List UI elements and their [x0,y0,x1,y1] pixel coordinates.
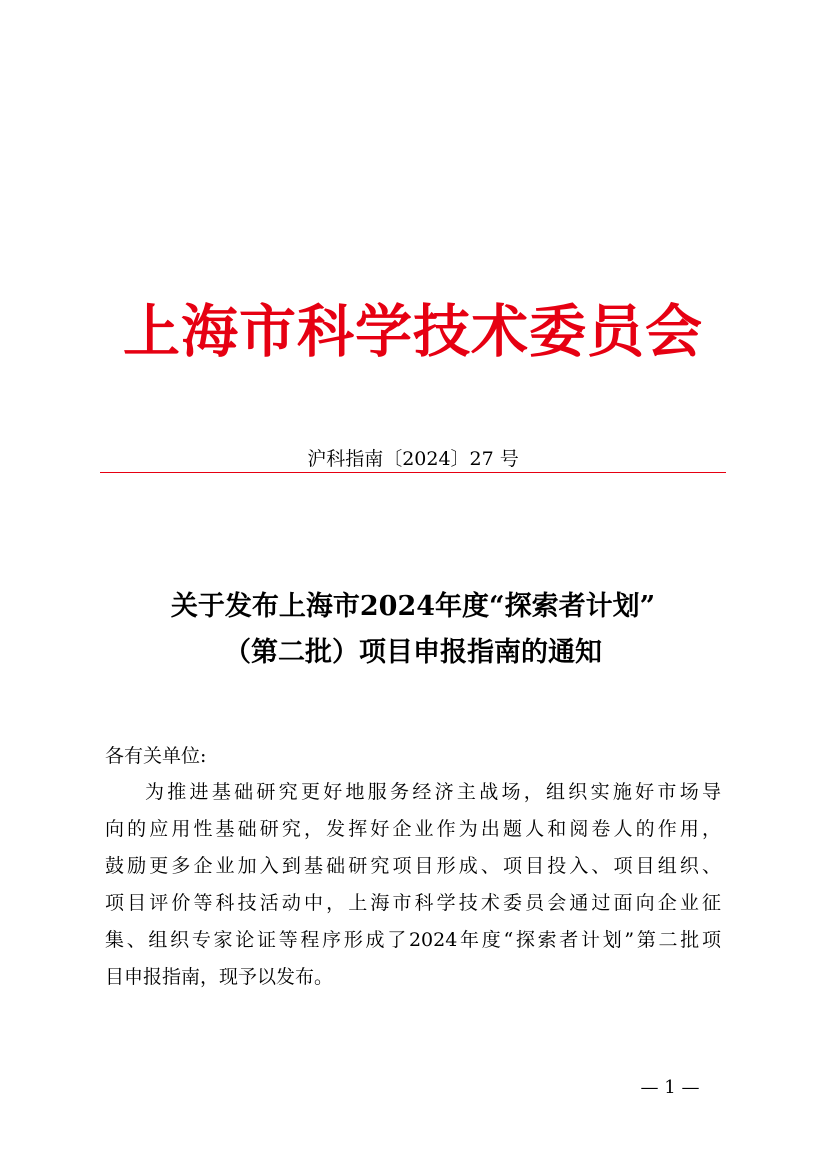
paragraph-line: 为推进基础研究更好地服务经济主战场，组织实施好市场导 [145,781,721,803]
paragraph-line: 鼓励更多企业加入到基础研究项目形成、项目投入、项目组织、 [105,855,721,877]
salutation: 各有关单位: [105,745,207,767]
page-number: — 1 — [640,1077,700,1098]
paragraph-line: 项目评价等科技活动中，上海市科学技术委员会通过面向企业征 [105,892,721,914]
paragraph-line: 目申报指南，现予以发布。 [105,966,334,988]
document-title-line-2: （第二批）项目申报指南的通知 [224,637,602,668]
document-number: 沪科指南〔2024〕27 号 [307,448,519,470]
paragraph-line: 集、组织专家论证等程序形成了2024年度“探索者计划”第二批项 [105,929,721,951]
issuing-organization-header: 上海市科学技术委员会 [123,298,703,365]
document-title [0,584,826,676]
paragraph-line: 向的应用性基础研究，发挥好企业作为出题人和阅卷人的作用， [105,818,721,840]
red-divider-line [100,472,726,473]
document-title-line-1: 关于发布上海市2024年度“探索者计划” [170,591,656,622]
body-paragraph [105,774,721,996]
